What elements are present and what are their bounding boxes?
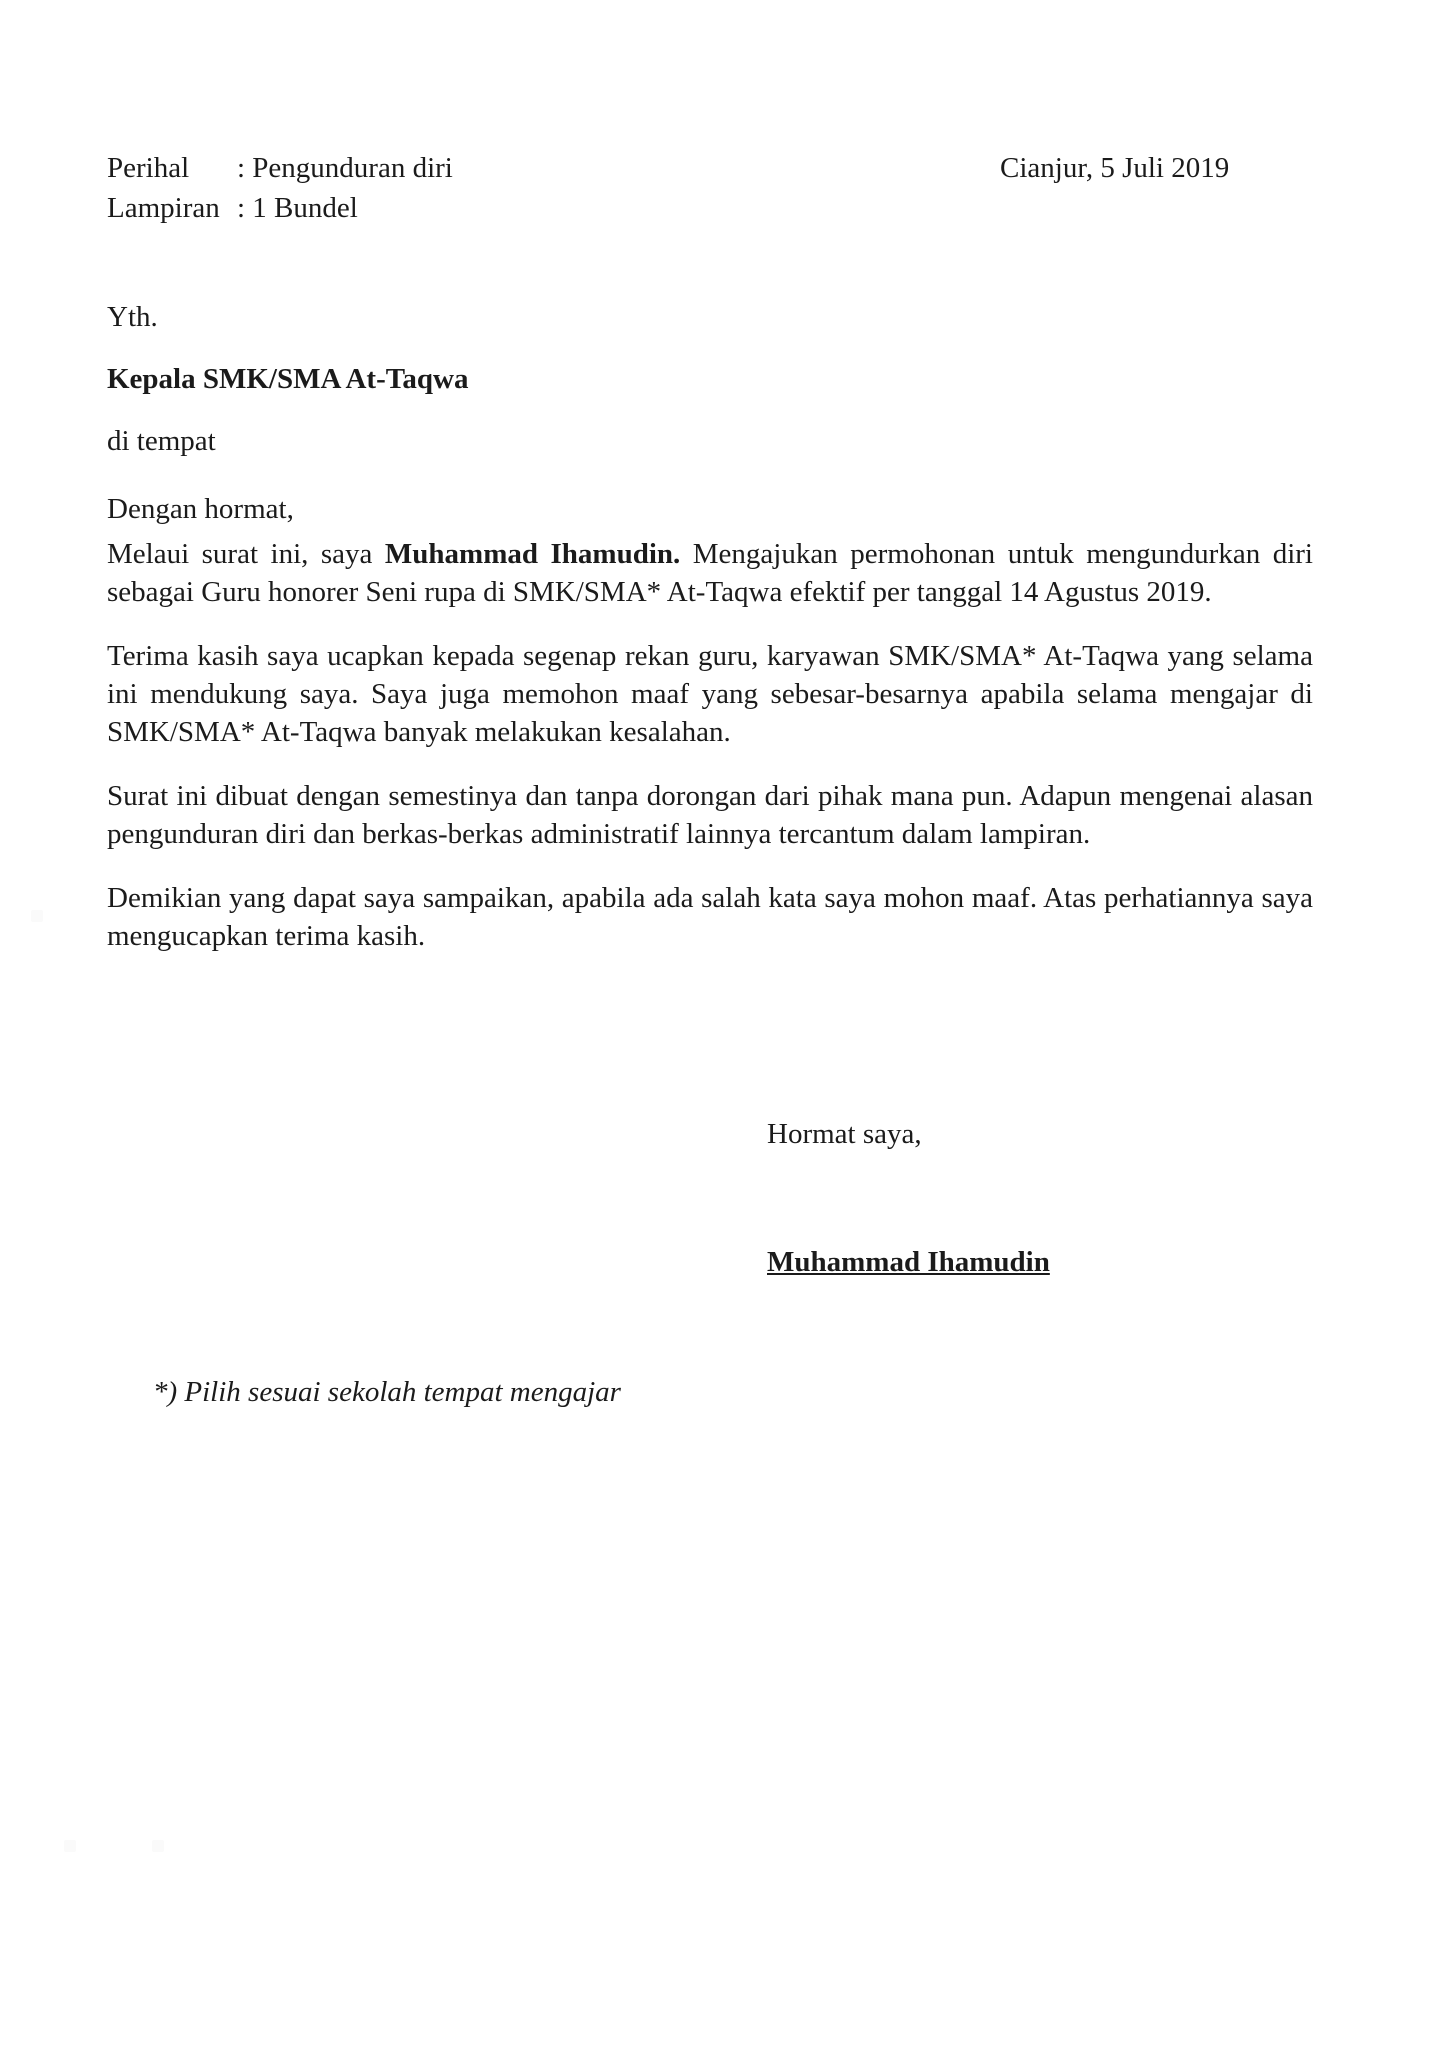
scan-artifact (64, 1840, 76, 1852)
paragraph-closing: Demikian yang dapat saya sampaikan, apabila ada salah kata saya mohon maaf. Atas perhatiannya saya mengucapkan terima kasih. (107, 882, 1313, 952)
attachment-value: : 1 Bundel (237, 192, 358, 224)
attachment-row (107, 188, 1313, 228)
subject-value: : Pengunduran diri (237, 152, 453, 184)
subject-label: Perihal (107, 152, 190, 184)
recipient-address: di tempat (107, 425, 216, 457)
closing-salutation: Hormat saya, (767, 1118, 922, 1150)
date-line: Cianjur, 5 Juli 2019 (1000, 152, 1230, 184)
recipient-salutation: Yth. (107, 301, 158, 333)
footnote: *) Pilih sesuai sekolah tempat mengajar (153, 1376, 621, 1408)
paragraph-statement: Surat ini dibuat dengan semestinya dan tanpa dorongan dari pihak mana pun. Adapun mengenai alasan pengunduran diri dan berkas-berkas administratif lainnya tercantum dalam lampiran. (107, 780, 1313, 850)
recipient-name: Kepala SMK/SMA At-Taqwa (107, 363, 469, 395)
paragraph-resignation-rest: Mengajukan permohonan untuk mengundurkan diri sebagai Guru honorer Seni rupa di SMK/SMA* At-Taqwa efektif per tanggal 14 Agustus 2019. (107, 538, 1313, 608)
greeting-line: Dengan hormat, (107, 493, 294, 525)
paragraph-resignation (107, 535, 1313, 611)
letter-header (107, 148, 1313, 228)
paragraph-thanks: Terima kasih saya ucapkan kepada segenap rekan guru, karyawan SMK/SMA* At-Taqwa yang selama ini mendukung saya. Saya juga memohon maaf yang sebesar-besarnya apabila selama mengajar di SMK/SMA* At-Taqwa banyak melakukan kesalahan. (107, 640, 1313, 748)
recipient-block (107, 298, 1313, 460)
scan-artifact (31, 910, 43, 922)
attachment-label: Lampiran (107, 192, 220, 224)
applicant-name-bold: Muhammad Ihamudin. (384, 538, 681, 570)
closing-block (767, 1115, 1313, 1281)
scan-artifact (152, 1840, 164, 1852)
paragraph-resignation-lead: Melaui surat ini, saya (107, 538, 385, 570)
signature-name: Muhammad Ihamudin (767, 1246, 1050, 1278)
